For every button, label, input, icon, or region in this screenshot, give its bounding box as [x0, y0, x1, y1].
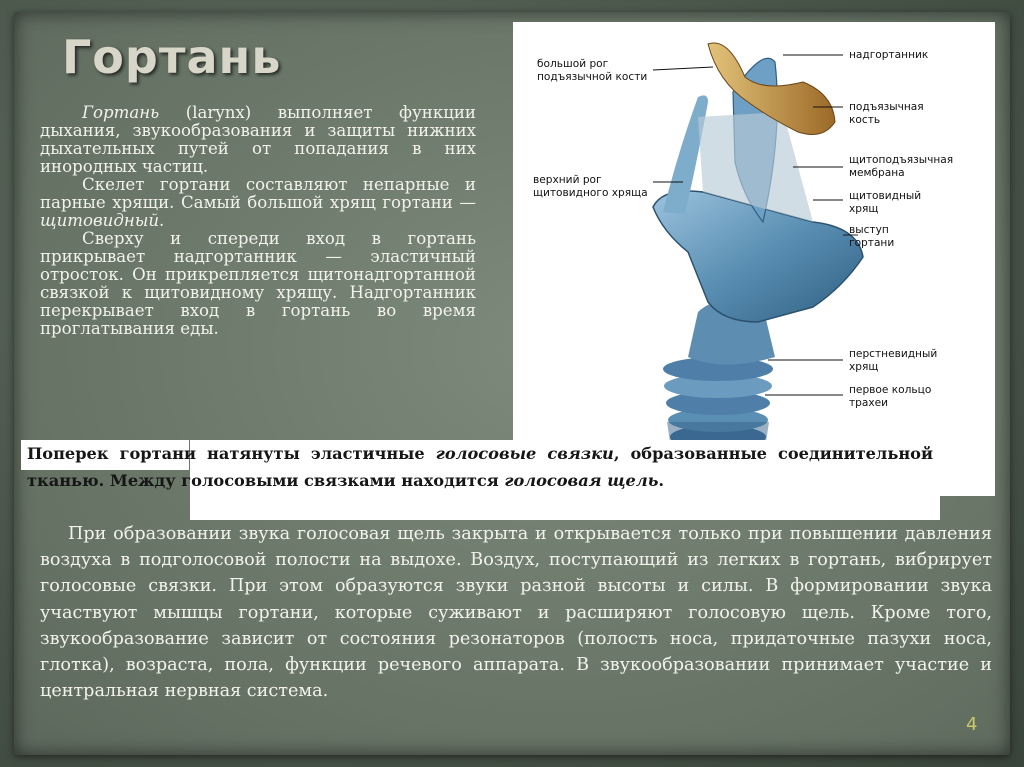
- label-epiglottis: надгортанник: [849, 49, 929, 61]
- larynx-illustration: [513, 22, 995, 496]
- label-thyrohyoid-membrane: щитоподъязычная мембрана: [849, 154, 954, 179]
- caption-part-1: Поперек горта: [27, 444, 173, 463]
- body-paragraph: При образовании звука голосовая щель закрыта и открывается только при повышении давления воздуха в подголосовой полости на выдохе. Воздух, поступающий из легких в гортань, вибрирует голосовые связки. При этом образуются звуки разной высоты и силы. В формировании звука участвуют мышцы гортани, которые суживают и расширяют голосовую щель. Кроме того, звукообразование зависит от состояния резонаторов (полость носа, придаточные пазухи носа, глотка), возраста, пола, функции речевого аппарата. В звукообразовании принимает участие и центральная нервная система.: [40, 524, 992, 702]
- term-thyroid: щитовидный: [40, 211, 160, 230]
- label-hyoid-horn: большой рог подъязычной кости: [537, 58, 648, 83]
- intro-p2-end: .: [159, 211, 165, 230]
- intro-text-block: [40, 104, 476, 338]
- term-larynx: Гортань: [82, 103, 160, 122]
- intro-paragraph-1: [40, 104, 476, 176]
- term-vocal-cords: голосовые связки: [435, 444, 614, 463]
- label-laryngeal-prominence: выступ гортани: [849, 224, 895, 249]
- page-number: 4: [966, 714, 978, 735]
- label-hyoid-bone: подъязычная кость: [849, 101, 924, 126]
- label-thyroid-cartilage: щитовидный хрящ: [849, 190, 922, 215]
- intro-paragraph-3: [40, 230, 476, 338]
- vocal-cords-caption: [27, 440, 933, 494]
- intro-p3-text: Сверху и спереди вход в гортань прикрывает надгортанник — эластичный отросток. Он прикрепляется щитонадгортанной связкой к щитовидному хрящу. Надгортанник перекрывает вход в гортань во время проглатывания еды.: [40, 229, 476, 338]
- caption-part-3: , образованные соединительной тканью. Между голосовыми связками находится: [27, 444, 933, 490]
- larynx-diagram: [513, 22, 995, 496]
- label-first-tracheal-ring: первое кольцо трахеи: [849, 384, 932, 409]
- caption-part-4: .: [658, 471, 665, 490]
- caption-part-2: ни натянуты эластичные: [172, 444, 436, 463]
- term-glottis: голосовая щель: [504, 471, 659, 490]
- label-thyroid-horn: верхний рог щитовидного хряща: [533, 174, 648, 199]
- intro-p2-text: Скелет гортани составляют непарные и парные хрящи. Самый большой хрящ гортани —: [40, 175, 476, 212]
- label-cricoid-cartilage: перстневидный хрящ: [849, 348, 938, 373]
- slide-title: Гортань: [62, 30, 282, 84]
- intro-p1-text: (larynx) выполняет функции дыхания, звукообразования и защиты нижних дыхательных путей от попадания в них инородных частиц.: [40, 103, 476, 176]
- intro-paragraph-2: [40, 176, 476, 230]
